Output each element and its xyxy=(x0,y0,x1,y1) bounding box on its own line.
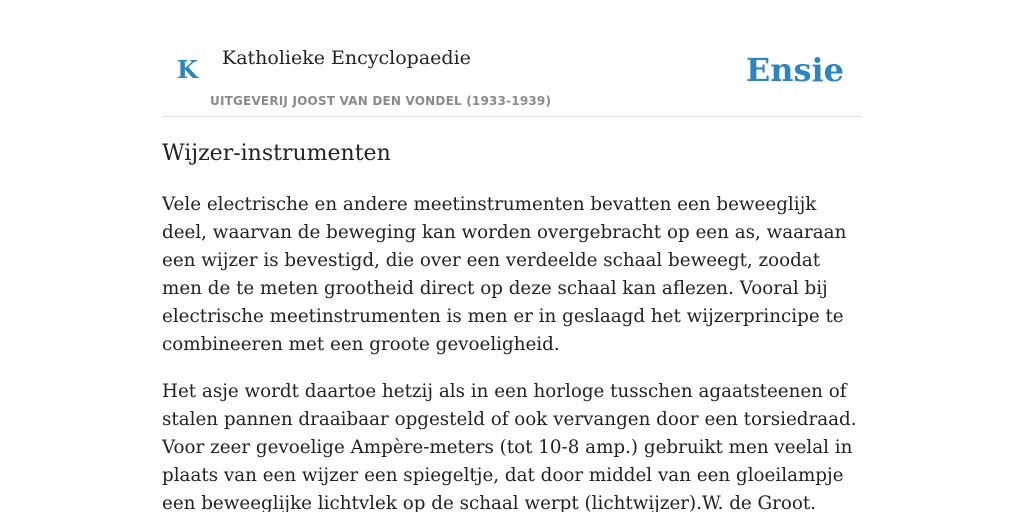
publication-title[interactable]: Katholieke Encyclopaedie xyxy=(222,47,471,69)
article-paragraph-2: Het asje wordt daartoe hetzij als in een horloge tusschen agaatsteenen of stalen pannen draaibaar opgesteld of ook vervangen door een torsiedraad. Voor zeer gevoelige Ampère-meters (tot 10-8 amp.) gebruikt men veelal in plaats van een wijzer een spiegeltje, dat door middel van een gloeilampje een beweeglijke lichtvlek op de schaal werpt (lichtwijzer).W. de Groot. xyxy=(162,381,857,512)
article-paragraph-1: Vele electrische en andere meetinstrumenten bevatten een beweeglijk deel, waarvan de beweging kan worden overgebracht op een as, waaraan een wijzer is bevestigd, die over een verdeelde schaal beweegt, zoodat men de te meten grootheid direct op deze schaal kan aflezen. Vooral bij electrische meetinstrumenten is men er in geslaagd het wijzerprincipe te combineeren met een groote gevoeligheid. xyxy=(162,194,847,355)
ensie-brand-link[interactable]: Ensie xyxy=(745,51,844,89)
encyclopedia-logo-icon[interactable]: K xyxy=(177,55,198,84)
publisher-label: UITGEVERIJ JOOST VAN DEN VONDEL (1933-1939) xyxy=(210,94,552,108)
article-title: Wijzer-instrumenten xyxy=(162,141,391,166)
article-content xyxy=(162,136,862,512)
site-header xyxy=(162,0,862,117)
